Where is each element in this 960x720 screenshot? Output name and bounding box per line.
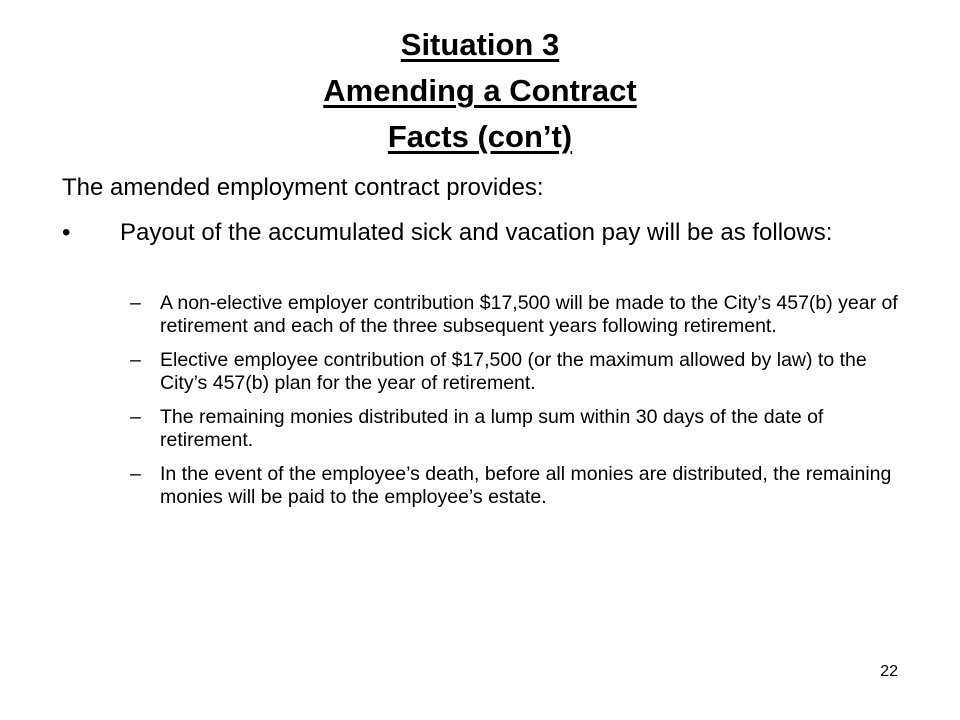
title-line-subtopic: Facts (con’t) xyxy=(387,119,573,154)
slide-title xyxy=(0,22,960,160)
dash-marker: – xyxy=(130,406,141,428)
sub-bullet-item xyxy=(0,463,960,509)
title-line-topic: Amending a Contract xyxy=(323,73,637,108)
title-line-situation: Situation 3 xyxy=(400,27,560,62)
sub-bullet-text: Elective employee contribution of $17,500 (or the maximum allowed by law) to the City’s 457(b) plan for the year of retirement. xyxy=(160,349,867,394)
sub-bullet-item xyxy=(0,406,960,452)
dash-marker: – xyxy=(130,292,141,314)
intro-text: The amended employment contract provides: xyxy=(62,174,544,201)
bullet-item xyxy=(62,218,902,247)
sub-bullet-text: In the event of the employee’s death, before all monies are distributed, the remaining monies will be paid to the employee’s estate. xyxy=(160,463,892,508)
page-number: 22 xyxy=(880,663,898,680)
bullet-marker: • xyxy=(62,219,71,246)
sub-bullet-item xyxy=(0,349,960,395)
dash-marker: – xyxy=(130,349,141,371)
sub-bullet-list xyxy=(0,292,960,520)
sub-bullet-text: A non-elective employer contribution $17,500 will be made to the City’s 457(b) year of retirement and each of the three subsequent years following retirement. xyxy=(160,292,898,337)
bullet-text: Payout of the accumulated sick and vacation pay will be as follows: xyxy=(120,219,833,246)
dash-marker: – xyxy=(130,463,141,485)
sub-bullet-item xyxy=(0,292,960,338)
sub-bullet-text: The remaining monies distributed in a lump sum within 30 days of the date of retirement. xyxy=(160,406,824,451)
